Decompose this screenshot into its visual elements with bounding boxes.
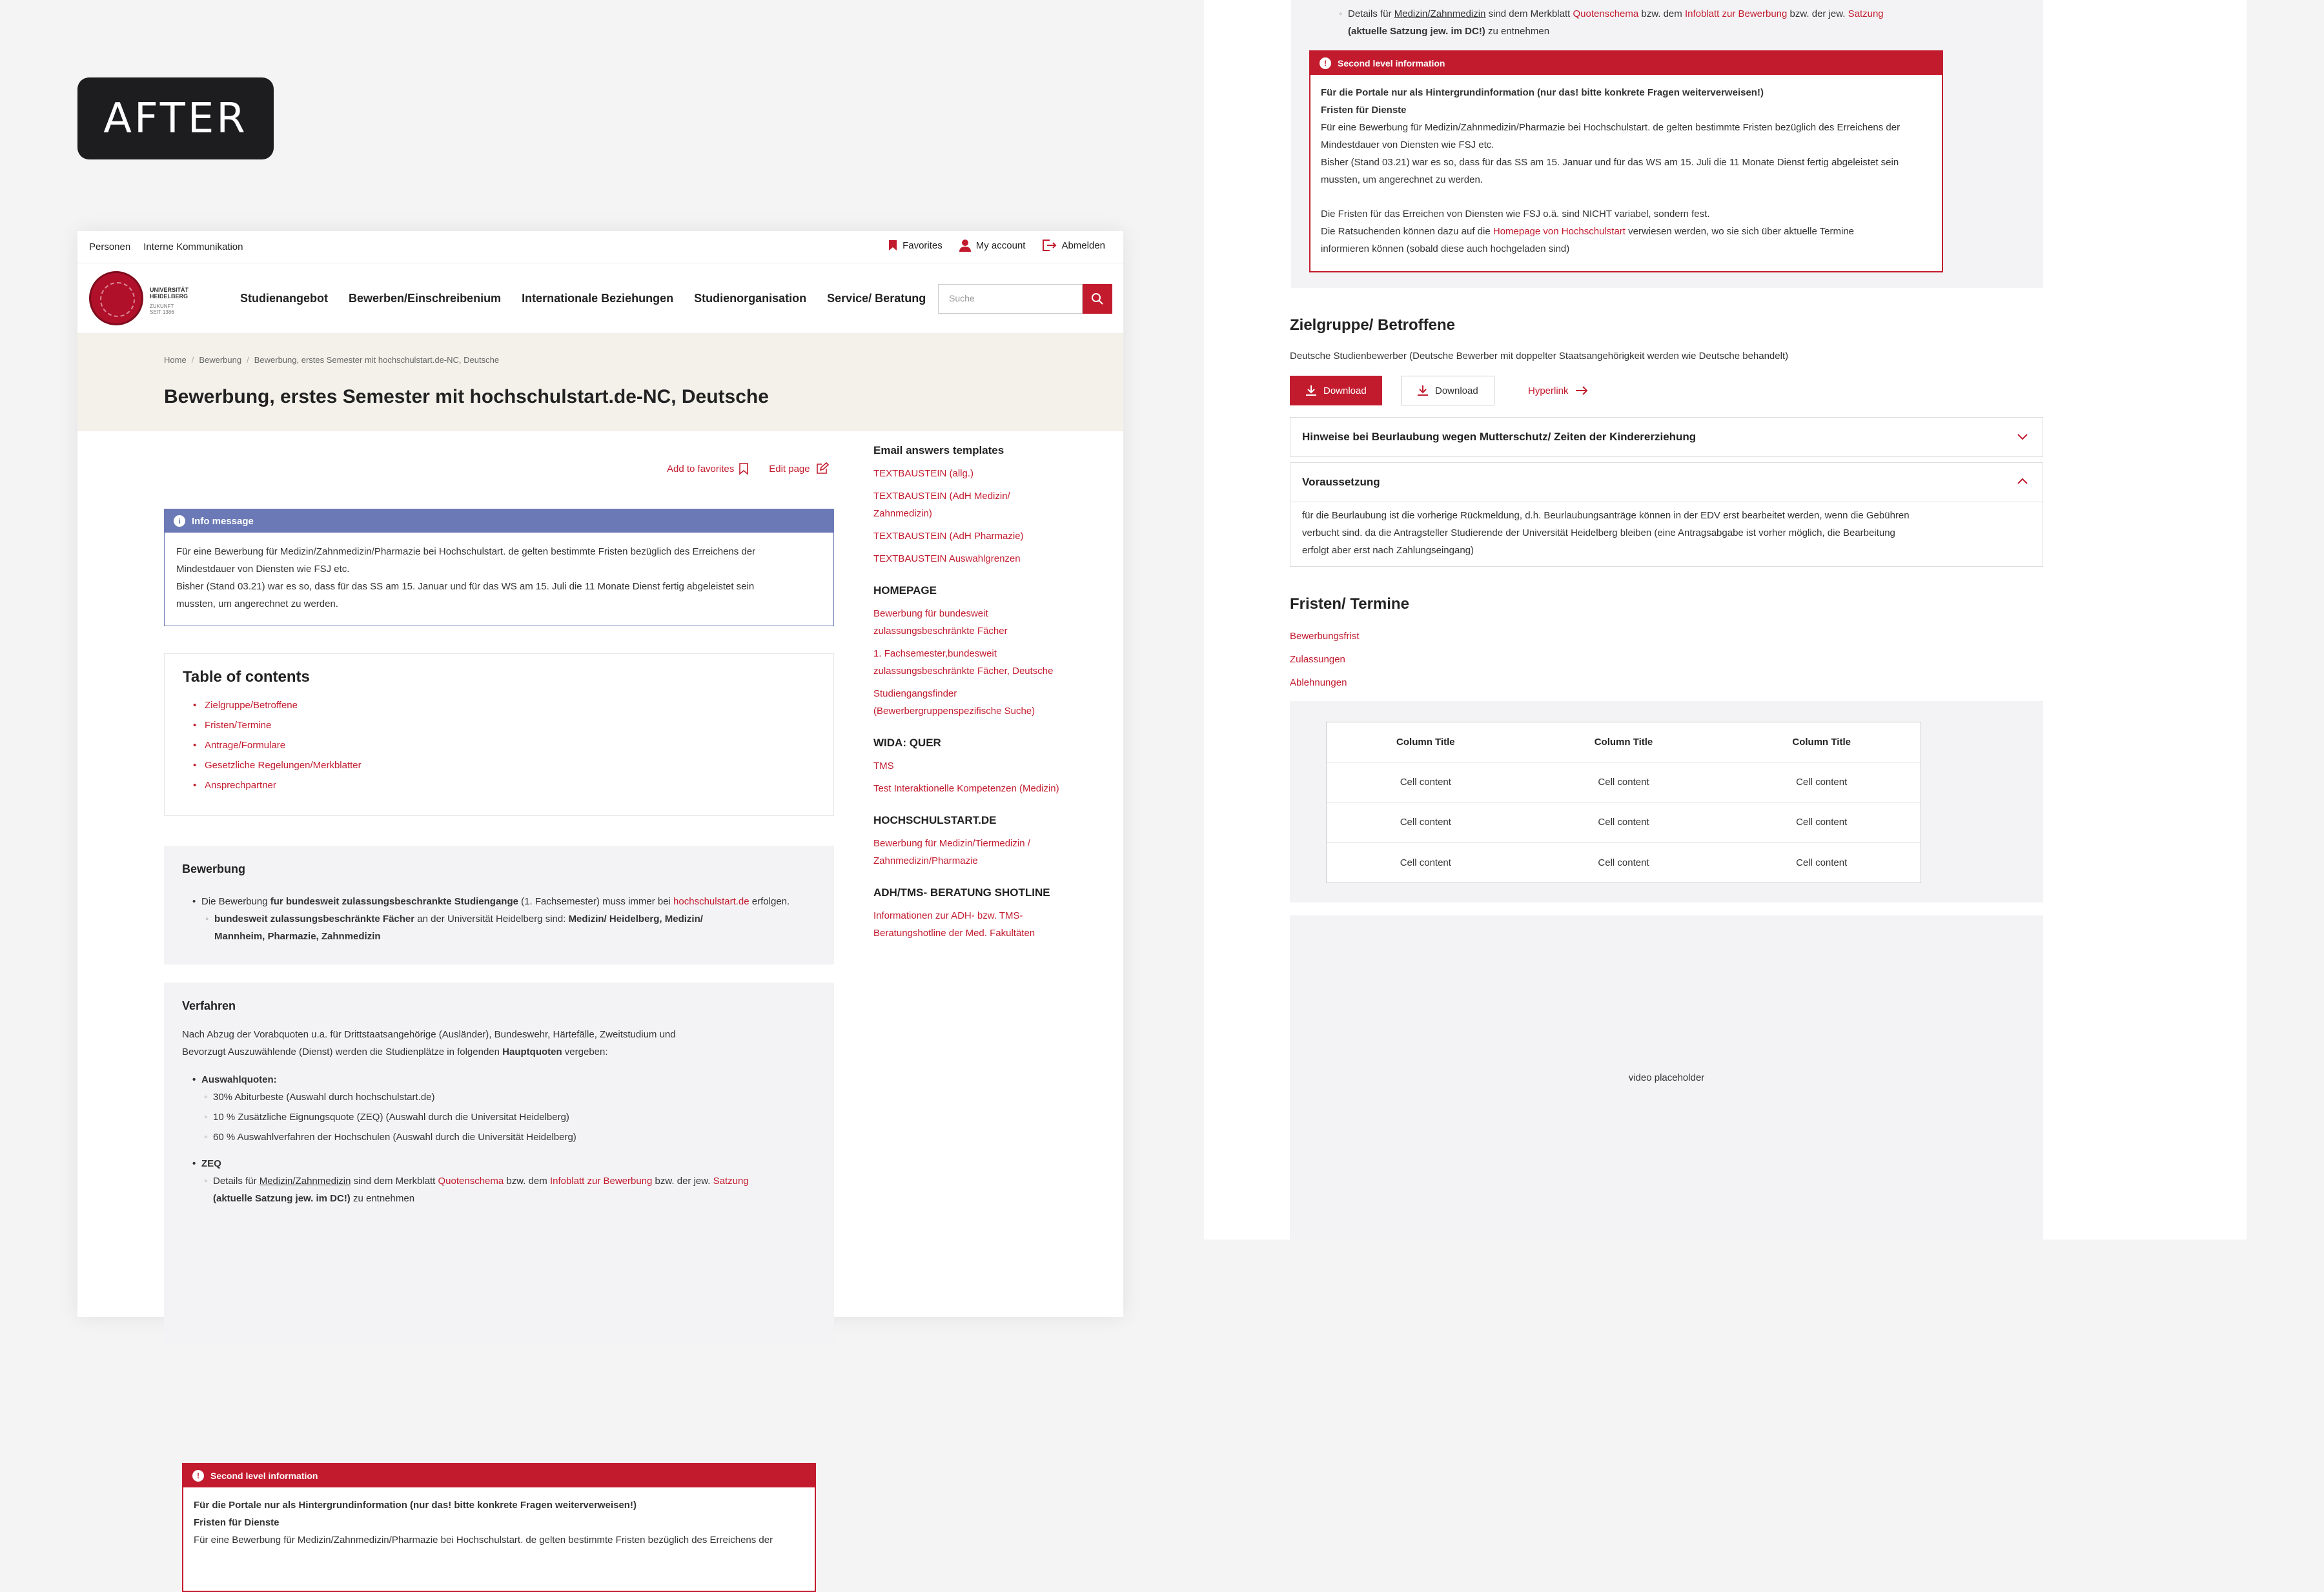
search-input[interactable]: Suche [938,284,1083,314]
logout-link[interactable]: Abmelden [1042,239,1105,252]
arrow-right-icon [1575,385,1588,396]
download-button-secondary[interactable]: Download [1401,376,1494,405]
verfahren-text: Nach Abzug der Vorabquoten u.a. für Drittstaatsangehörige (Ausländer), Bundeswehr, Härtefälle, Zweitstudium und Bevorzugt Auszuwählende (Dienst) werden die Studienplätze in folgenden Hauptquoten vergeben: [182,1029,676,1057]
logout-icon [1042,239,1056,252]
video-placeholder[interactable] [1290,915,2043,1240]
internal-comm-link[interactable]: Interne Kommunikation [143,241,243,252]
sidebar-heading: WIDA: QUER [873,737,941,749]
crumb-bewerbung[interactable]: Bewerbung [199,355,242,365]
satzung-link[interactable]: Satzung [713,1176,749,1187]
quote-item: ◦ 60 % Auswahlverfahren der Hochschulen (Auswahl durch die Universität Heidelberg) [204,1128,816,1146]
add-favorites-button[interactable]: Add to favorites [667,462,748,475]
infoblatt-link[interactable]: Infoblatt zur Bewerbung [1684,8,1788,19]
table-of-contents [164,653,834,816]
logo-subtext: ZUKUNFT SEIT 1386 [150,303,174,315]
sidebar-link[interactable]: TEXTBAUSTEIN (allg.) [873,468,974,479]
edit-icon [815,462,828,475]
quote-item: ◦ 30% Abiturbeste (Auswahl durch hochschulstart.de) [204,1088,816,1106]
accordion-title[interactable]: Voraussetzung [1302,476,1380,488]
section-title: Bewerbung [182,862,246,875]
sidebar-link[interactable]: Studiengangsfinder (Bewerbergruppenspezifische Suche) [873,688,1035,717]
fristen-links [1290,625,1360,695]
page-window [77,231,1123,1546]
zeq-heading: • ZEQ [192,1155,816,1172]
toc-title: Table of contents [183,668,310,686]
info-message [164,509,834,626]
fristen-link[interactable]: Zulassungen [1290,654,1345,665]
info-text: Mindestdauer von Diensten wie FSJ etc. [176,564,350,575]
search-button[interactable] [1083,284,1112,314]
second-level-text: Für die Portale nur als Hintergrundinformation (nur das! bitte konkrete Fragen weiterverweisen!) [194,1500,637,1511]
section-title: Verfahren [182,999,236,1012]
bewerbung-subtext: ◦ bundesweit zulassungsbeschränkte Fächer an der Universität Heidelberg sind: Medizin/ Heidelberg, Medizin/ Mannheim, Pharmazie, Zahnmedizin [205,910,816,945]
info-text: mussten, um angerechnet zu werden. [176,598,338,609]
sidebar-link[interactable]: TEXTBAUSTEIN (AdH Medizin/ Zahnmedizin) [873,491,1010,519]
info-icon: i [174,515,185,527]
edit-page-button[interactable]: Edit page [769,462,828,475]
crumb-current: Bewerbung, erstes Semester mit hochschulstart.de-NC, Deutsche [254,355,500,365]
sidebar-link[interactable]: Bewerbung für bundesweit zulassungsbeschränkte Fächer [873,608,1008,637]
download-button-primary[interactable]: Download [1290,376,1382,405]
persons-link[interactable]: Personen [89,241,131,252]
info-text: Für eine Bewerbung für Medizin/Zahnmedizin/Pharmazie bei Hochschulstart. de gelten bestimmte Fristen bezüglich des Erreichens der [176,546,756,557]
toc-item[interactable]: • Antrage/Formulare [193,735,815,755]
sidebar-heading: HOMEPAGE [873,584,937,597]
alert-icon: ! [1320,57,1331,69]
sidebar-link[interactable]: Informationen zur ADH- bzw. TMS- Beratungshotline der Med. Fakultäten [873,910,1035,939]
data-table [1326,722,1921,883]
second-level-title: Second level information [210,1471,318,1481]
page-actions [667,462,828,475]
nav-studienorganisation[interactable]: Studienorganisation [694,292,807,305]
second-level-text: Für eine Bewerbung für Medizin/Zahnmedizin/Pharmazie bei Hochschulstart. de gelten bestimmte Fristen bezüglich des Erreichens der [194,1535,773,1546]
accordion-collapsed[interactable] [1290,417,2043,457]
toc-item[interactable]: • Zielgruppe/Betroffene [193,695,815,715]
verfahren-section-continued [1291,0,2043,288]
sidebar-link[interactable]: Bewerbung für Medizin/Tiermedizin / Zahnmedizin/Pharmazie [873,838,1030,866]
table-header: Column Title [1594,737,1653,748]
table-container [1290,701,2043,903]
second-level-info [182,1463,816,1592]
user-icon [959,239,971,252]
favorites-link[interactable]: Favorites [888,240,943,251]
accordion-title: Hinweise bei Beurlaubung wegen Mutterschutz/ Zeiten der Kindererziehung [1302,431,1697,443]
alert-icon: ! [192,1470,204,1482]
zeq-details: ◦ Details für Medizin/Zahnmedizin sind dem Merkblatt Quotenschema bzw. dem Infoblatt zur Bewerbung bzw. der jew. Satzung (aktuelle Satzung jew. im DC!) zu entnehmen [1339,5,2023,40]
bewerbung-section [164,846,834,964]
content-panel-continued [1204,0,2247,1240]
sidebar-link[interactable]: TEXTBAUSTEIN Auswahlgrenzen [873,553,1021,564]
video-label: video placeholder [1628,1072,1705,1083]
page-header [77,333,1123,431]
crumb-home[interactable]: Home [164,355,187,365]
zeq-details: ◦ Details für Medizin/Zahnmedizin sind dem Merkblatt Quotenschema bzw. dem Infoblatt zur Bewerbung bzw. der jew. Satzung (aktuelle Satzung jew. im DC!) zu entnehmen [204,1172,816,1207]
nav-studienangebot[interactable]: Studienangebot [240,292,328,305]
bookmark-outline-icon [739,463,748,475]
sidebar-link[interactable]: TMS [873,760,894,771]
quote-item: ◦ 10 % Zusätzliche Eignungsquote (ZEQ) (Auswahl durch die Universitat Heidelberg) [204,1108,816,1126]
table-row: Cell content Cell content Cell content [1327,762,1921,802]
nav-service[interactable]: Service/ Beratung [827,292,926,305]
account-link[interactable]: My account [959,239,1026,252]
table-row: Cell content Cell content Cell content [1327,802,1921,842]
hochschulstart-homepage-link[interactable]: Homepage von Hochschulstart [1493,226,1626,237]
auswahl-heading: • Auswahlquoten: [192,1071,816,1088]
sidebar-heading: HOCHSCHULSTART.DE [873,814,997,826]
sidebar-link[interactable]: Test Interaktionelle Kompetenzen (Medizin) [873,783,1059,794]
sidebar-heading: ADH/TMS- BERATUNG SHOTLINE [873,886,1050,899]
sidebar-heading: Email answers templates [873,444,1004,456]
infoblatt-link[interactable]: Infoblatt zur Bewerbung [549,1176,653,1187]
breadcrumb: Home / Bewerbung / Bewerbung, erstes Semester mit hochschulstart.de-NC, Deutsche [164,355,500,365]
sidebar [873,444,1067,959]
nav-bewerben[interactable]: Bewerben/Einschreibenium [349,292,502,305]
toc-item[interactable]: • Fristen/Termine [193,715,815,735]
table-header: Column Title [1396,737,1455,748]
top-bar [77,231,1123,263]
verfahren-section [164,983,834,1546]
table-row: Cell content Cell content Cell content [1400,857,1848,868]
table-header: Column Title [1792,737,1851,748]
toc-item[interactable]: • Ansprechpartner [193,775,815,795]
second-level-text: Fristen für Dienste [194,1517,280,1528]
university-seal-logo[interactable] [89,271,143,325]
section-title: Fristen/ Termine [1290,595,1409,613]
sidebar-link[interactable]: 1. Fachsemester,bundesweit zulassungsbeschränkte Fächer, Deutsche [873,648,1054,677]
sidebar-link[interactable]: TEXTBAUSTEIN (AdH Pharmazie) [873,531,1024,542]
hochschulstart-link[interactable]: hochschulstart.de [673,896,749,907]
search-icon [1091,292,1104,305]
after-badge: AFTER [77,77,274,159]
download-icon [1417,385,1429,396]
main-nav [77,263,1123,333]
bookmark-icon [888,240,897,251]
fristen-link[interactable]: Bewerbungsfrist [1290,631,1360,642]
logo-text: UNIVERSITÄT HEIDELBERG [150,287,189,300]
accordion-content: für die Beurlaubung ist die vorherige Rückmeldung, d.h. Beurlaubungsanträge können in der EDV erst bearbeitet werden, wenn die Gebühren verbucht sind. da die Antragsteller Studierende der Universität Heidelberg bleiben (eine Antragsabgabe ist vorher möglich, die Bearbeitung erfolgt aber erst nach Zahlungseingang) [1302,510,1910,556]
satzung-link[interactable]: Satzung [1848,8,1884,19]
fristen-link[interactable]: Ablehnungen [1290,677,1347,688]
nav-internationale[interactable]: Internationale Beziehungen [522,292,674,305]
info-text: Bisher (Stand 03.21) war es so, dass für das SS am 15. Januar und für das WS am 15. Juli die 11 Monate Dienst fertig abgeleistet sein [176,581,755,592]
info-title: Info message [192,515,254,527]
chevron-up-icon[interactable] [2017,477,2028,485]
section-title: Zielgruppe/ Betroffene [1290,316,1456,334]
quotenschema-link[interactable]: Quotenschema [1573,8,1639,19]
second-level-info: ! Second level information Für die Portale nur als Hintergrundinformation (nur das! bitte konkrete Fragen weiterverweisen!) Fristen für Dienste Für eine Bewerbung für Medizin/Zahnmedizin/Pharmazie bei Hochschulstart. de gelten bestimmte Fristen bezüglich des Erreichens der Mindestdauer von Diensten wie FSJ etc. Bisher (Stand 03.21) war es so, dass für das SS am 15. Januar und für das WS am 15. Juli die 11 Monate Dienst fertig abgeleistet sein mussten, um angerechnet zu werden. Die Fristen für das Erreichen von Diensten wie FSJ o.ä. sind NICHT variabel, sondern fest. Die Ratsuchenden können dazu auf die Homepage von Hochschulstart verwiesen werden, wo sie sich über aktuelle Termine informieren können (sobald diese auch hochgeladen sind) [1309,50,1943,272]
quotenschema-link[interactable]: Quotenschema [438,1176,504,1187]
chevron-down-icon [2017,433,2028,441]
download-icon [1305,385,1317,396]
toc-item[interactable]: • Gesetzliche Regelungen/Merkblatter [193,755,815,775]
accordion-expanded [1290,462,2043,567]
hyperlink-button[interactable]: Hyperlink [1513,376,1604,405]
zielgruppe-text: Deutsche Studienbewerber (Deutsche Bewerber mit doppelter Staatsangehörigkeit werden wie Deutsche behandelt) [1290,351,1789,362]
bewerbung-text: • Die Bewerbung fur bundesweit zulassungsbeschrankte Studiengange (1. Fachsemester) muss immer bei hochschulstart.de erfolgen. [192,893,816,910]
page-title: Bewerbung, erstes Semester mit hochschulstart.de-NC, Deutsche [164,386,769,407]
